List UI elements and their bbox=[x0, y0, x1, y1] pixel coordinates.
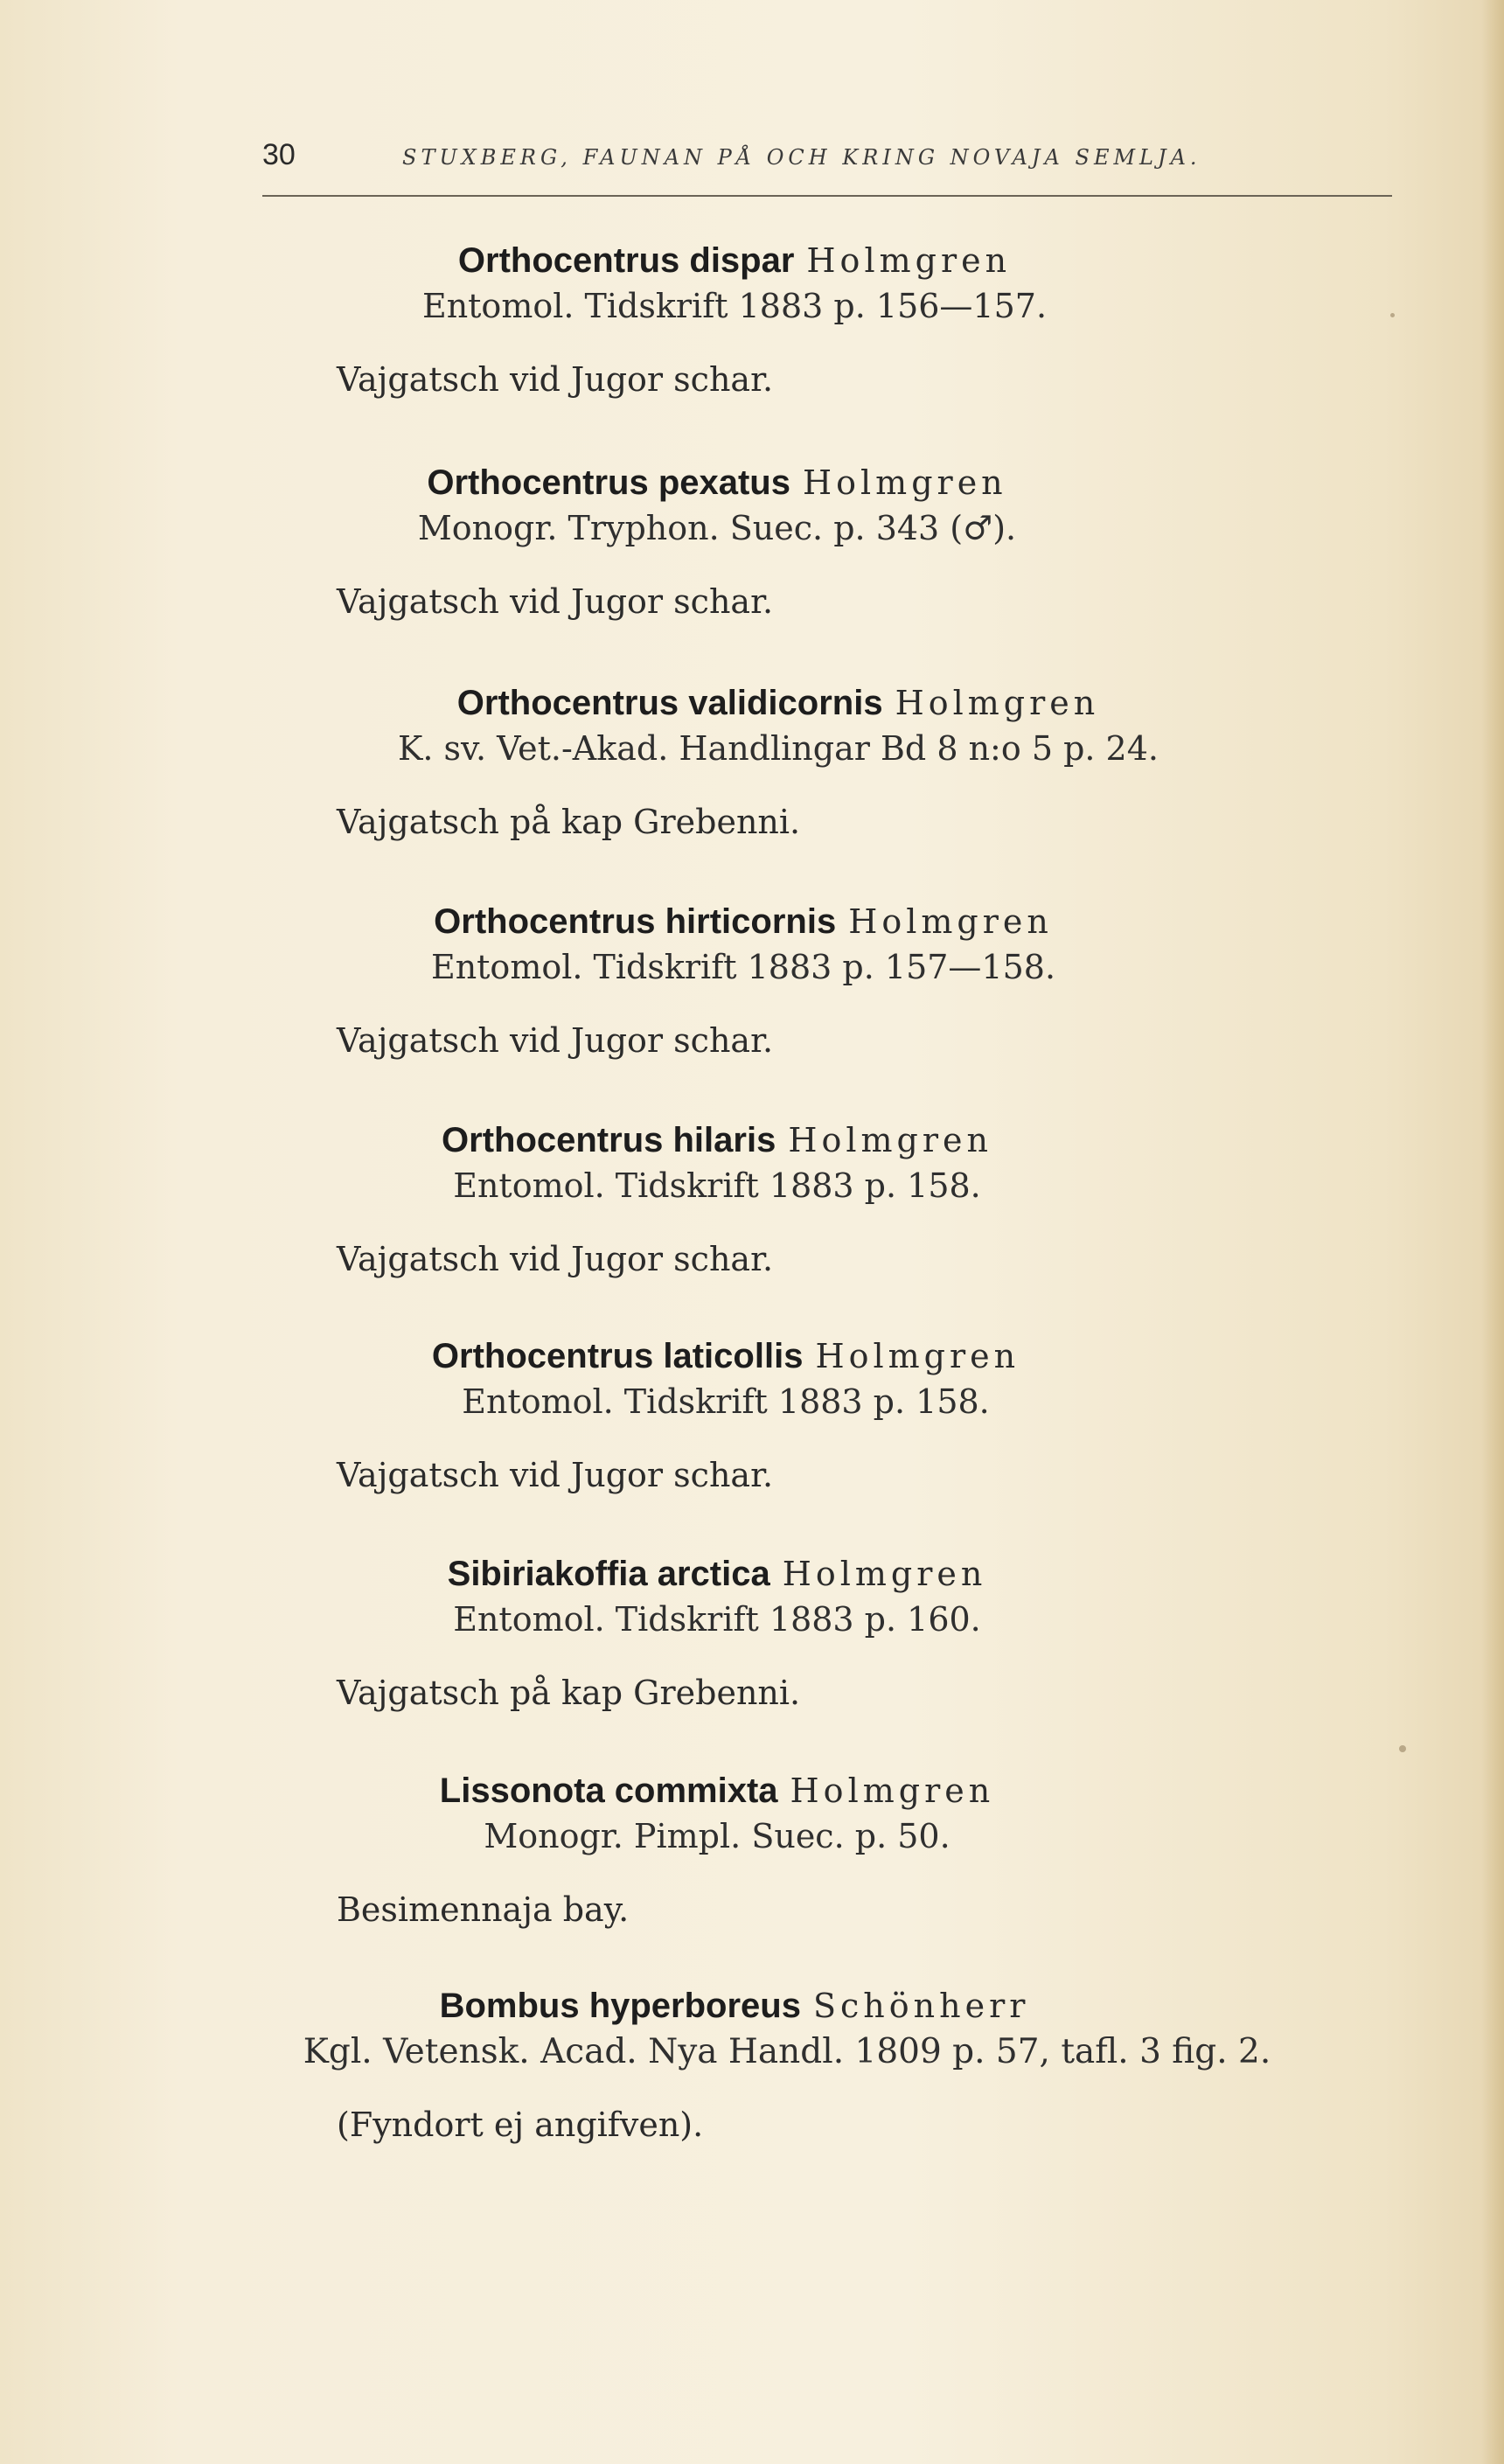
species-locality: Vajgatsch vid Jugor schar. bbox=[337, 360, 774, 399]
species-name: Orthocentrus dispar bbox=[457, 241, 795, 280]
species-author: Holmgren bbox=[815, 1337, 1020, 1375]
species-heading bbox=[0, 1119, 1469, 1161]
species-entry bbox=[0, 901, 1504, 1119]
page-number: 30 bbox=[262, 138, 296, 171]
species-reference: Monogr. Tryphon. Suec. p. 343 (♂). bbox=[417, 509, 1017, 547]
species-name: Orthocentrus hirticornis bbox=[434, 902, 837, 941]
species-heading bbox=[0, 1553, 1469, 1595]
species-name: Orthocentrus hilaris bbox=[442, 1121, 776, 1159]
species-locality: (Fyndort ej angifven). bbox=[337, 2106, 704, 2144]
species-entry bbox=[0, 682, 1504, 901]
species-heading bbox=[26, 682, 1504, 724]
species-entry bbox=[0, 462, 1504, 680]
species-author: Schönherr bbox=[812, 1987, 1030, 2025]
species-author: Holmgren bbox=[782, 1555, 987, 1593]
species-name: Lissonota commixta bbox=[439, 1771, 778, 1810]
species-entry bbox=[0, 1119, 1504, 1338]
species-entry bbox=[0, 1770, 1504, 1988]
species-reference: K. sv. Vet.-Akad. Handlingar Bd 8 n:o 5 p. 24. bbox=[398, 729, 1159, 768]
species-locality: Vajgatsch på kap Grebenni. bbox=[337, 803, 801, 841]
species-locality: Vajgatsch vid Jugor schar. bbox=[337, 1021, 774, 1060]
species-reference: Entomol. Tidskrift 1883 p. 157—158. bbox=[430, 948, 1056, 986]
species-reference: Entomol. Tidskrift 1883 p. 156—157. bbox=[421, 287, 1048, 325]
species-heading bbox=[0, 462, 1469, 504]
species-heading bbox=[0, 1770, 1469, 1812]
paper-speck bbox=[1390, 313, 1395, 317]
species-entry bbox=[0, 240, 1504, 458]
species-reference: Entomol. Tidskrift 1883 p. 160. bbox=[453, 1600, 981, 1639]
species-name: Orthocentrus pexatus bbox=[427, 463, 790, 502]
species-author: Holmgren bbox=[806, 241, 1012, 280]
species-locality: Vajgatsch vid Jugor schar. bbox=[337, 1456, 774, 1494]
species-reference: Entomol. Tidskrift 1883 p. 158. bbox=[462, 1382, 990, 1421]
header-rule bbox=[262, 195, 1392, 197]
species-reference: Monogr. Pimpl. Suec. p. 50. bbox=[484, 1817, 950, 1855]
species-heading bbox=[0, 901, 1495, 943]
species-heading bbox=[0, 240, 1487, 282]
species-entry bbox=[0, 1335, 1504, 1554]
page-header bbox=[0, 138, 1504, 191]
running-title: STUXBERG, FAUNAN PÅ OCH KRING NOVAJA SEMLJA. bbox=[402, 145, 1201, 170]
species-name: Bombus hyperboreus bbox=[439, 1987, 801, 2025]
species-author: Holmgren bbox=[788, 1121, 992, 1159]
paper-speck bbox=[1399, 1745, 1406, 1752]
species-author: Holmgren bbox=[848, 902, 1053, 941]
species-locality: Vajgatsch på kap Grebenni. bbox=[337, 1674, 801, 1712]
species-author: Holmgren bbox=[895, 684, 1100, 722]
species-locality: Besimennaja bay. bbox=[337, 1890, 630, 1929]
species-author: Holmgren bbox=[803, 463, 1007, 502]
species-locality: Vajgatsch vid Jugor schar. bbox=[337, 1240, 774, 1278]
species-reference: Entomol. Tidskrift 1883 p. 158. bbox=[453, 1166, 981, 1205]
species-name: Orthocentrus validicornis bbox=[456, 684, 883, 722]
species-author: Holmgren bbox=[790, 1771, 995, 1810]
species-reference: Kgl. Vetensk. Acad. Nya Handl. 1809 p. 57, tafl. 3 fig. 2. bbox=[303, 2032, 1271, 2071]
species-entry bbox=[0, 1985, 1504, 2203]
species-heading bbox=[0, 1985, 1487, 2027]
species-name: Sibiriakoffia arctica bbox=[447, 1555, 770, 1593]
species-entry bbox=[0, 1553, 1504, 1771]
species-name: Orthocentrus laticollis bbox=[431, 1337, 804, 1375]
species-locality: Vajgatsch vid Jugor schar. bbox=[337, 582, 774, 621]
species-heading bbox=[0, 1335, 1478, 1377]
